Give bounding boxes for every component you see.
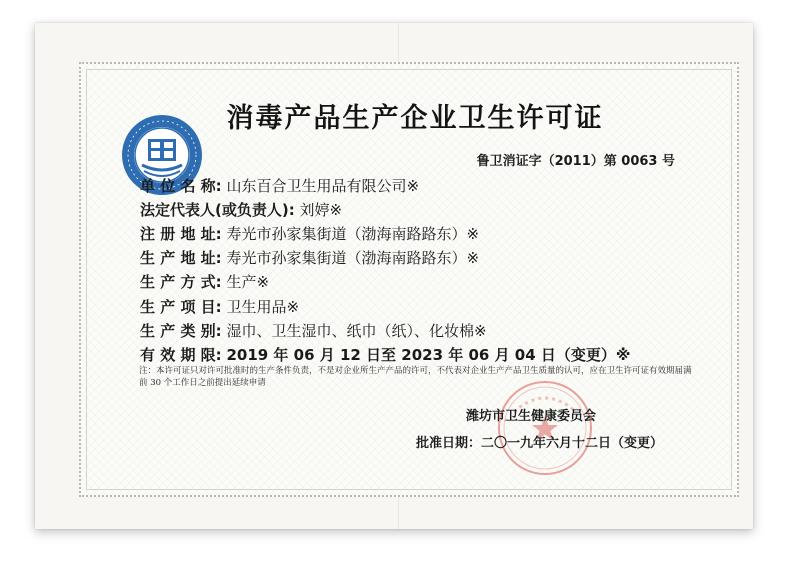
- field-value: 寿光市孙家集街道（渤海南路路东）※: [226, 249, 480, 267]
- field-label: 生 产 方 式:: [140, 273, 222, 291]
- field-value: 卫生用品※: [226, 298, 300, 316]
- field-value: 湿巾、卫生湿巾、纸巾（纸）、化妆棉※: [226, 322, 487, 340]
- certificate-title: 消毒产品生产企业卫生许可证: [226, 103, 604, 134]
- field-label: 单 位 名 称:: [140, 177, 222, 195]
- field-value: 山东百合卫生用品有限公司※: [226, 177, 420, 195]
- approval-date: 批准日期：二〇一九年六月十二日（变更）: [416, 436, 664, 451]
- field-value: 寿光市孙家集街道（渤海南路路东）※: [226, 225, 480, 243]
- field-label: 生 产 地 址:: [140, 249, 222, 267]
- field-value: 刘婷※: [299, 201, 343, 219]
- field-label: 注 册 地 址:: [140, 225, 222, 243]
- certificate-number: 鲁卫消证字（2011）第 0063 号: [476, 154, 675, 169]
- field-label: 生 产 类 别:: [140, 322, 222, 340]
- field-production-item: [140, 296, 299, 320]
- official-red-seal-icon: [486, 378, 604, 478]
- field-company-name: [140, 175, 419, 199]
- field-production-mode: [140, 271, 269, 295]
- certificate-note: 注：本许可证只对许可批准时的生产条件负责，不是对企业所生产产品的许可，不代表对企业生产产品卫生质量的认可，应在卫生许可证有效期届满前 30 个工作日之前提出延续申请: [139, 366, 692, 388]
- issuing-authority: 潍坊市卫生健康委员会: [466, 409, 597, 424]
- field-label: 生 产 项 目:: [140, 298, 222, 316]
- field-value: 2019 年 06 月 12 日至 2023 年 06 月 04 日（变更）※: [226, 346, 631, 364]
- field-registered-address: [140, 223, 479, 247]
- field-production-category: [140, 320, 487, 344]
- field-label: 法定代表人(或负责人):: [140, 201, 295, 219]
- field-legal-representative: [140, 199, 342, 223]
- field-value: 生产※: [226, 273, 270, 291]
- field-production-address: [140, 247, 479, 271]
- field-label: 有 效 期 限:: [140, 346, 222, 364]
